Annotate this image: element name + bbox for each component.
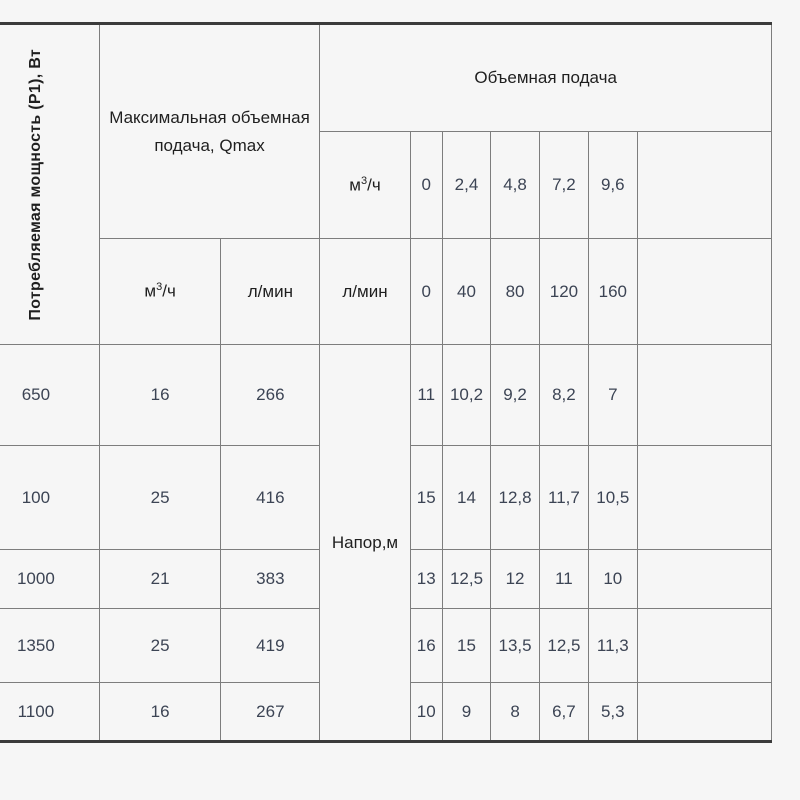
qmax-lmin-value: 419 bbox=[221, 609, 320, 683]
power-header-label: Потребляемая мощность (Р1), Вт bbox=[26, 48, 44, 321]
head-value: 10 bbox=[410, 683, 442, 742]
qmax-m3h-value: 16 bbox=[99, 683, 221, 742]
head-value: 14 bbox=[442, 446, 491, 550]
qmax-m3h-value: 16 bbox=[99, 345, 221, 446]
head-value: 9 bbox=[442, 683, 491, 742]
head-value: 11,3 bbox=[589, 609, 638, 683]
flow-lmin-value: 40 bbox=[442, 239, 491, 345]
flow-lmin-unit-cell: л/мин bbox=[320, 239, 410, 345]
qmax-lmin-value: 416 bbox=[221, 446, 320, 550]
flow-lmin-value: 120 bbox=[539, 239, 588, 345]
qmax-m3h-value: 25 bbox=[99, 609, 221, 683]
head-value: 9,2 bbox=[491, 345, 540, 446]
qmax-lmin-value: 267 bbox=[221, 683, 320, 742]
head-value: 13,5 bbox=[491, 609, 540, 683]
head-value: 12,5 bbox=[539, 609, 588, 683]
table-row bbox=[0, 345, 772, 446]
head-value: 8 bbox=[491, 683, 540, 742]
power-value: 100 bbox=[0, 446, 99, 550]
head-value: 5,3 bbox=[589, 683, 638, 742]
qmax-m3h-unit-cell: $м^3/ч$ bbox=[99, 239, 221, 345]
head-value: 15 bbox=[410, 446, 442, 550]
head-value: 12,5 bbox=[442, 550, 491, 609]
qmax-m3h-value: 25 bbox=[99, 446, 221, 550]
head-value: 12,8 bbox=[491, 446, 540, 550]
flow-m3h-unit-cell: $м^3/ч$ bbox=[320, 132, 410, 239]
qmax-header-line2: подача, Qmax bbox=[154, 135, 265, 155]
flow-lmin-value: 0 bbox=[410, 239, 442, 345]
flow-m3h-value: 0 bbox=[410, 132, 442, 239]
flow-lmin-value: 160 bbox=[589, 239, 638, 345]
flow-header-cell: Объемная подача bbox=[320, 24, 772, 132]
clipped-cell bbox=[637, 446, 771, 550]
qmax-lmin-unit-cell: л/мин bbox=[221, 239, 320, 345]
clipped-cell bbox=[637, 132, 771, 239]
head-value: 10 bbox=[589, 550, 638, 609]
power-header-cell bbox=[0, 24, 99, 345]
flow-m3h-value: 4,8 bbox=[491, 132, 540, 239]
qmax-lmin-value: 266 bbox=[221, 345, 320, 446]
head-value: 11,7 bbox=[539, 446, 588, 550]
head-value: 11 bbox=[539, 550, 588, 609]
qmax-header-line1: Максимальная объемная bbox=[109, 107, 310, 127]
head-value: 16 bbox=[410, 609, 442, 683]
power-value: 1100 bbox=[0, 683, 99, 742]
head-value: 11 bbox=[410, 345, 442, 446]
pump-spec-table bbox=[0, 22, 772, 743]
head-value: 10,5 bbox=[589, 446, 638, 550]
header-row-1 bbox=[0, 24, 772, 132]
qmax-lmin-value: 383 bbox=[221, 550, 320, 609]
head-value: 12 bbox=[491, 550, 540, 609]
clipped-cell bbox=[637, 345, 771, 446]
clipped-cell bbox=[637, 550, 771, 609]
clipped-cell bbox=[637, 239, 771, 345]
clipped-cell bbox=[637, 609, 771, 683]
head-value: 7 bbox=[589, 345, 638, 446]
flow-m3h-value: 2,4 bbox=[442, 132, 491, 239]
flow-lmin-value: 80 bbox=[491, 239, 540, 345]
qmax-m3h-value: 21 bbox=[99, 550, 221, 609]
head-value: 10,2 bbox=[442, 345, 491, 446]
head-label-cell: Напор,м bbox=[320, 345, 410, 742]
head-value: 13 bbox=[410, 550, 442, 609]
head-value: 8,2 bbox=[539, 345, 588, 446]
power-value: 650 bbox=[0, 345, 99, 446]
clipped-cell bbox=[637, 683, 771, 742]
flow-m3h-value: 7,2 bbox=[539, 132, 588, 239]
power-value: 1000 bbox=[0, 550, 99, 609]
head-value: 6,7 bbox=[539, 683, 588, 742]
header-row-flow-lmin bbox=[0, 239, 772, 345]
flow-m3h-value: 9,6 bbox=[589, 132, 638, 239]
head-value: 15 bbox=[442, 609, 491, 683]
power-value: 1350 bbox=[0, 609, 99, 683]
qmax-header-cell bbox=[99, 24, 320, 239]
